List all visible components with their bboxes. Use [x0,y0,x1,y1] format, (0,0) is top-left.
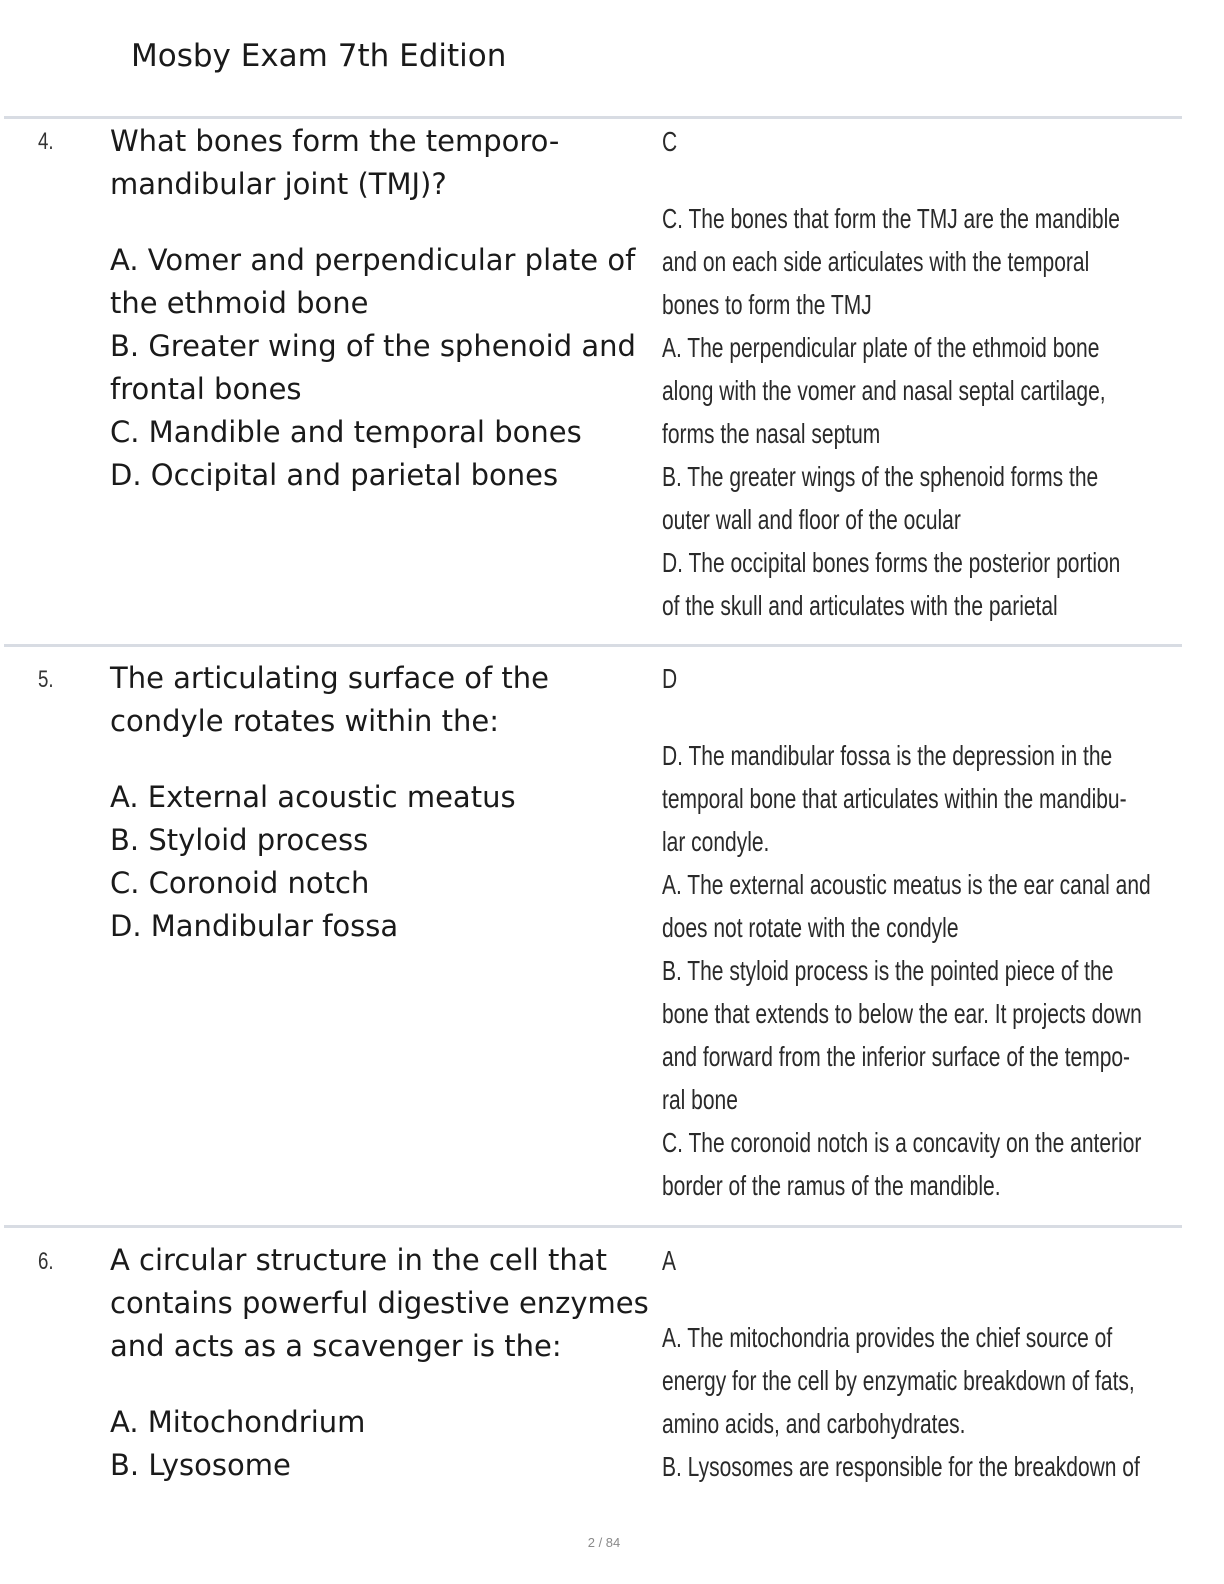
question-option: B. Styloid process [110,823,369,857]
explanation-line: B. Lysosomes are responsible for the breakdown of [662,1451,1140,1482]
explanation-line: lar condyle. [662,826,770,857]
question-stem-line: A circular structure in the cell that [110,1243,607,1277]
explanation-line: ral bone [662,1084,738,1115]
question-stem-line: The articulating surface of the [110,661,550,695]
explanation-line: and forward from the inferior surface of the tempo- [662,1041,1131,1072]
explanation-line: A. The external acoustic meatus is the ear canal and [662,869,1151,900]
question-stem-line: and acts as a scavenger is the: [110,1329,562,1363]
question-stem-line: contains powerful digestive enzymes [110,1286,649,1320]
explanation-line: does not rotate with the condyle [662,912,959,943]
explanation-line: C. The bones that form the TMJ are the mandible [662,203,1120,234]
explanation-line: C. The coronoid notch is a concavity on the anterior [662,1127,1142,1158]
explanation-line: outer wall and floor of the ocular [662,504,961,535]
question-option: the ethmoid bone [110,286,369,320]
explanation-line: border of the ramus of the mandible. [662,1170,1001,1201]
explanation-line: of the skull and articulates with the parietal [662,590,1058,621]
explanation-line: temporal bone that articulates within the mandibu- [662,783,1127,814]
explanation-line: amino acids, and carbohydrates. [662,1408,966,1439]
explanation-line: bone that extends to below the ear. It projects down [662,998,1142,1029]
question-block [110,657,660,948]
question-block [110,120,660,497]
explanation-line: bones to form the TMJ [662,289,872,320]
explanation-line: A. The mitochondria provides the chief source of [662,1322,1113,1353]
question-option: D. Occipital and parietal bones [110,458,559,492]
question-stem-line: mandibular joint (TMJ)? [110,167,447,201]
answer-block [662,1239,1172,1488]
page-title: Mosby Exam 7th Edition [131,38,507,74]
question-option: A. External acoustic meatus [110,780,516,814]
explanation-line: energy for the cell by enzymatic breakdown of fats, [662,1365,1135,1396]
question-number: 4. [38,128,54,155]
explanation-line: D. The mandibular fossa is the depression in the [662,740,1113,771]
question-option: A. Vomer and perpendicular plate of [110,243,636,277]
answer-letter: A [662,1245,677,1276]
question-number: 6. [38,1248,54,1275]
explanation-line: D. The occipital bones forms the posterior portion [662,547,1121,578]
answer-block [662,120,1172,627]
explanation-line: along with the vomer and nasal septal cartilage, [662,375,1106,406]
question-number: 5. [38,666,54,693]
question-block [110,1239,660,1487]
question-option: C. Coronoid notch [110,866,370,900]
divider [4,1225,1182,1228]
question-option: B. Lysosome [110,1448,291,1482]
explanation-line: forms the nasal septum [662,418,881,449]
answer-block [662,657,1172,1207]
explanation-line: B. The greater wings of the sphenoid forms the [662,461,1099,492]
answer-letter: C [662,126,678,157]
question-option: D. Mandibular fossa [110,909,399,943]
question-option: frontal bones [110,372,302,406]
question-option: B. Greater wing of the sphenoid and [110,329,636,363]
page-indicator: 2 / 84 [587,1535,621,1550]
divider [4,116,1182,119]
question-option: C. Mandible and temporal bones [110,415,582,449]
question-stem-line: condyle rotates within the: [110,704,500,738]
explanation-line: A. The perpendicular plate of the ethmoid bone [662,332,1100,363]
question-option: A. Mitochondrium [110,1405,366,1439]
question-stem-line: What bones form the temporo- [110,124,560,158]
answer-letter: D [662,663,678,694]
explanation-line: B. The styloid process is the pointed piece of the [662,955,1114,986]
explanation-line: and on each side articulates with the temporal [662,246,1090,277]
divider [4,644,1182,647]
